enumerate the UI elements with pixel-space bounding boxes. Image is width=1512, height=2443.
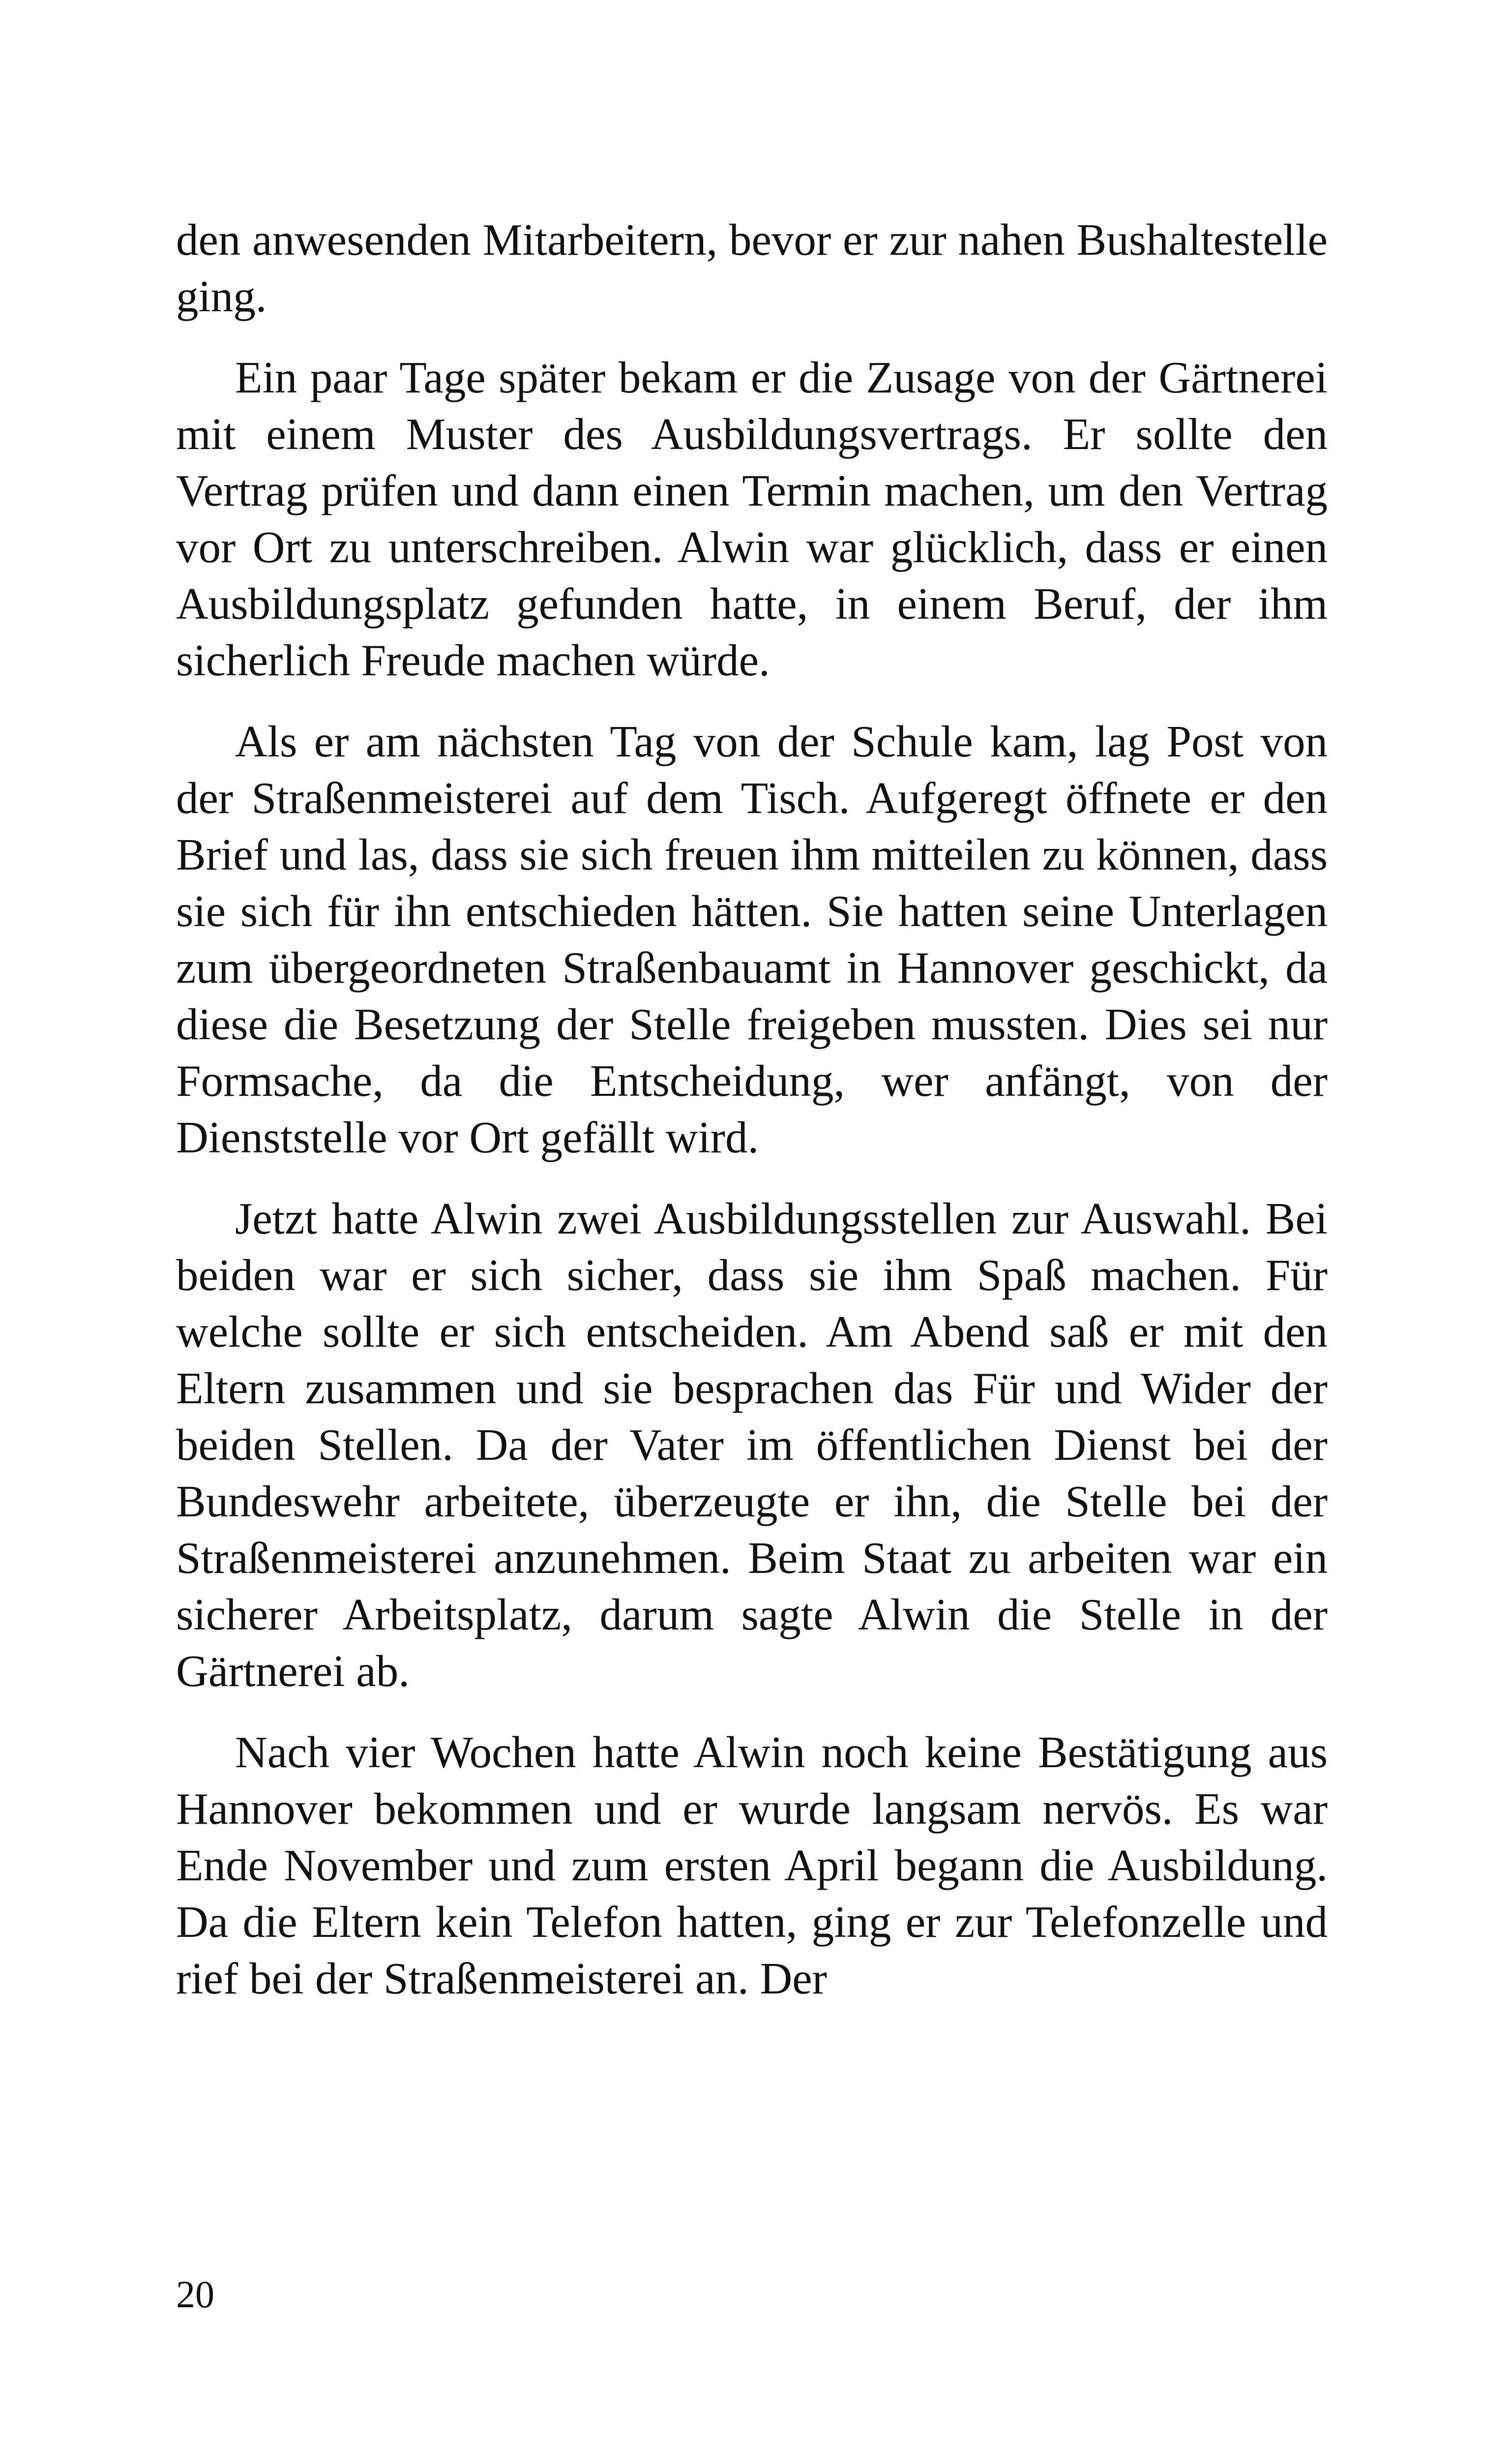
paragraph-continuation: den anwesenden Mitarbeitern, bevor er zur nahen Bushaltestelle ging. xyxy=(176,215,1328,321)
paragraph-post-strassenmeisterei: Als er am nächsten Tag von der Schule kam, lag Post von der Straßenmeisterei auf dem Tisch. Aufgeregt öffnete er den Brief und las, dass sie sich freuen ihm mitteilen zu können, dass sie sich für ihn entschieden hätten. Sie hatten seine Unterlagen zum übergeordneten Straßenbauamt in Hannover geschickt, da diese die Besetzung der Stelle freigeben mussten. Dies sei nur Formsache, da die Entscheidung, wer anfängt, von der Dienststelle vor Ort gefällt wird. xyxy=(176,717,1328,1162)
body-text xyxy=(176,211,1328,2031)
paragraph-zusage-gaertnerei: Ein paar Tage später bekam er die Zusage von der Gärtnerei mit einem Muster des Ausbildungsvertrags. Er sollte den Vertrag prüfen und dann einen Termin machen, um den Vertrag vor Ort zu unterschreiben. Alwin war glücklich, dass er einen Ausbildungsplatz gefunden hatte, in einem Beruf, der ihm sicherlich Freude machen würde. xyxy=(176,353,1328,685)
paragraph-zwei-ausbildungsstellen: Jetzt hatte Alwin zwei Ausbildungsstellen zur Auswahl. Bei beiden war er sich sicher, dass sie ihm Spaß machen. Für welche sollte er sich entscheiden. Am Abend saß er mit den Eltern zusammen und sie besprachen das Für und Wider der beiden Stellen. Da der Vater im öffentlichen Dienst bei der Bundeswehr arbeitete, überzeugte er ihn, die Stelle bei der Straßenmeisterei anzunehmen. Beim Staat zu arbeiten war ein sicherer Arbeitsplatz, darum sagte Alwin die Stelle in der Gärtnerei ab. xyxy=(176,1194,1328,1696)
page-number: 20 xyxy=(176,2273,214,2316)
paragraph-vier-wochen: Nach vier Wochen hatte Alwin noch keine Bestätigung aus Hannover bekommen und er wurde langsam nervös. Es war Ende November und zum ersten April begann die Ausbildung. Da die Eltern kein Telefon hatten, ging er zur Telefonzelle und rief bei der Straßenmeisterei an. Der xyxy=(176,1727,1328,2003)
